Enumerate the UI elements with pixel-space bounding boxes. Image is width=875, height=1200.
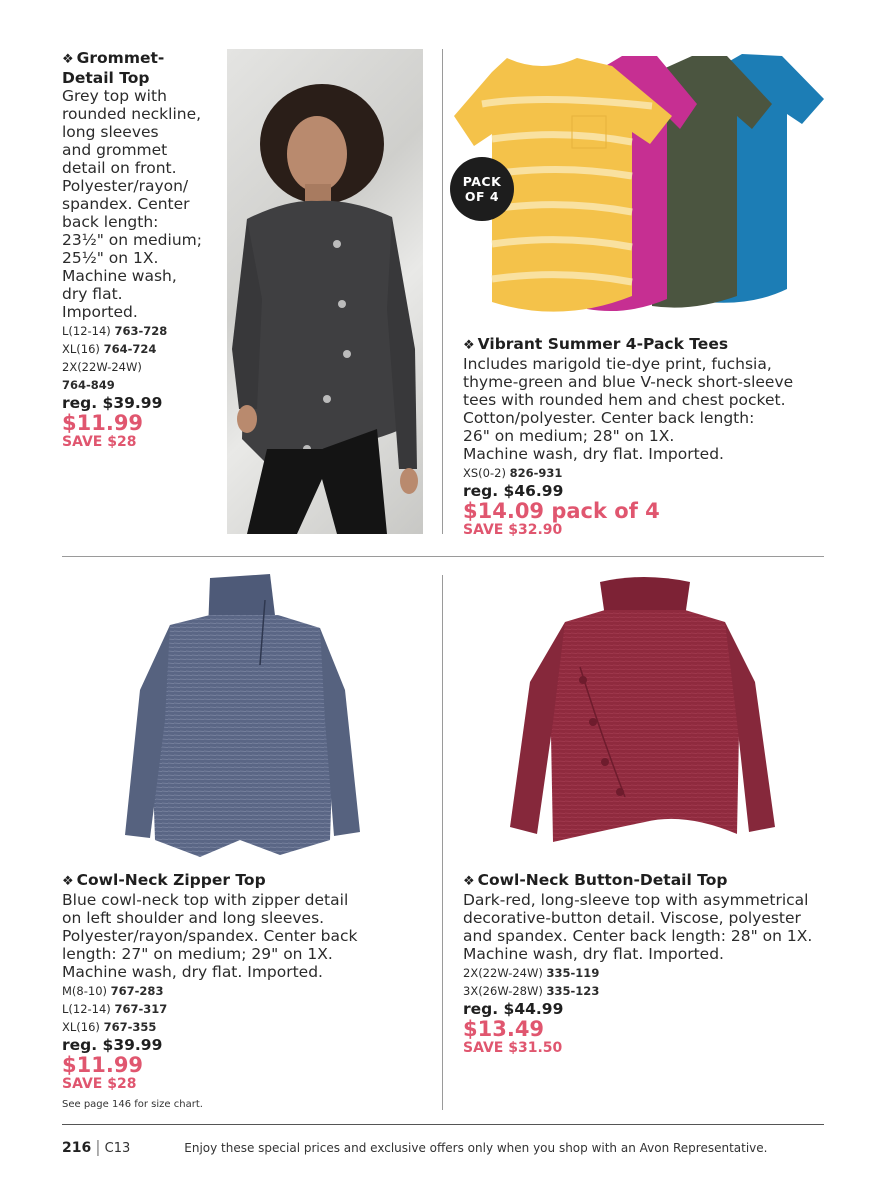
diamond-bullet-icon: ❖ [62,52,74,67]
cowl-button-title: ❖ Cowl-Neck Button-Detail Top [463,871,728,889]
sku-line: 2X(22W-24W) 335-119 [463,966,600,980]
sku-line: 764-849 [62,378,115,392]
pack-of-4-badge: PACK OF 4 [450,157,514,221]
tees-skus [463,464,833,482]
diamond-bullet-icon: ❖ [463,338,475,353]
cowl-zipper-block [62,871,432,1110]
tees-sale-price: $14.09 pack of 4 [463,499,660,523]
footer-separator: | [95,1137,101,1156]
column-divider-top [442,49,443,534]
cowl-zipper-skus [62,982,432,1036]
grommet-top-savings: SAVE $28 [62,434,137,450]
sku-line: XL(16) 764-724 [62,342,157,356]
tees-block [463,335,833,539]
tees-reg-price: reg. $46.99 [463,482,564,500]
footer-disclaimer: Enjoy these special prices and exclusive offers only when you shop with an Avon Representative. [184,1141,768,1155]
grommet-top-block [62,49,232,451]
sku-line: M(8-10) 767-283 [62,984,164,998]
section-code: C13 [104,1141,131,1156]
sku-line: 3X(26W-28W) 335-123 [463,984,600,998]
diamond-bullet-icon: ❖ [62,874,74,889]
tees-savings: SAVE $32.90 [463,522,563,538]
cowl-button-photo [505,572,780,862]
sku-line: XS(0-2) 826-931 [463,466,563,480]
grommet-top-model-photo [227,49,423,534]
grommet-top-description: Grey top with rounded neckline, long sleeves and grommet detail on front. Polyester/rayon/ spandex. Center back length: 23½" on medium; 25½" on 1X. Machine wash, dry flat. Imported. [62,87,202,321]
footer [62,1137,832,1156]
cowl-zipper-reg-price: reg. $39.99 [62,1036,163,1054]
cowl-zipper-description: Blue cowl-neck top with zipper detail on left shoulder and long sleeves. Polyester/rayon/spandex. Center back length: 27" on medium; 29" on 1X. Machine wash, dry flat. Imported. [62,891,358,981]
cowl-button-block [463,871,833,1057]
grommet-top-sale-price: $11.99 [62,411,144,435]
row-divider [62,556,824,557]
sku-line: 2X(22W-24W) [62,360,142,374]
page-number: 216 [62,1140,92,1156]
diamond-bullet-icon: ❖ [463,874,475,889]
cowl-zipper-sale-price: $11.99 [62,1053,144,1077]
cowl-zipper-photo [120,570,365,860]
cowl-button-skus [463,964,833,1000]
sku-line: L(12-14) 767-317 [62,1002,168,1016]
grommet-top-title: ❖ Grommet- Detail Top [62,49,165,87]
tees-description: Includes marigold tie-dye print, fuchsia, thyme-green and blue V-neck short-sleeve tees with rounded hem and chest pocket. Cotton/polyester. Center back length: 26" on medium; 28" on 1X. Machine wash, dry flat. Imported. [463,355,794,463]
cowl-button-savings: SAVE $31.50 [463,1040,563,1056]
size-chart-note: See page 146 for size chart. [62,1099,203,1110]
cowl-button-description: Dark-red, long-sleeve top with asymmetrical decorative-button detail. Viscose, polyester and spandex. Center back length: 28" on 1X. Machine wash, dry flat. Imported. [463,891,813,963]
cowl-zipper-savings: SAVE $28 [62,1076,137,1092]
grommet-top-skus [62,322,232,394]
sku-line: L(12-14) 763-728 [62,324,168,338]
column-divider-bottom [442,575,443,1110]
grommet-top-reg-price: reg. $39.99 [62,394,163,412]
sku-line: XL(16) 767-355 [62,1020,157,1034]
cowl-button-sale-price: $13.49 [463,1017,545,1041]
cowl-button-reg-price: reg. $44.99 [463,1000,564,1018]
cowl-zipper-title: ❖ Cowl-Neck Zipper Top [62,871,266,889]
footer-divider [62,1124,824,1125]
tees-title: ❖ Vibrant Summer 4-Pack Tees [463,335,729,353]
